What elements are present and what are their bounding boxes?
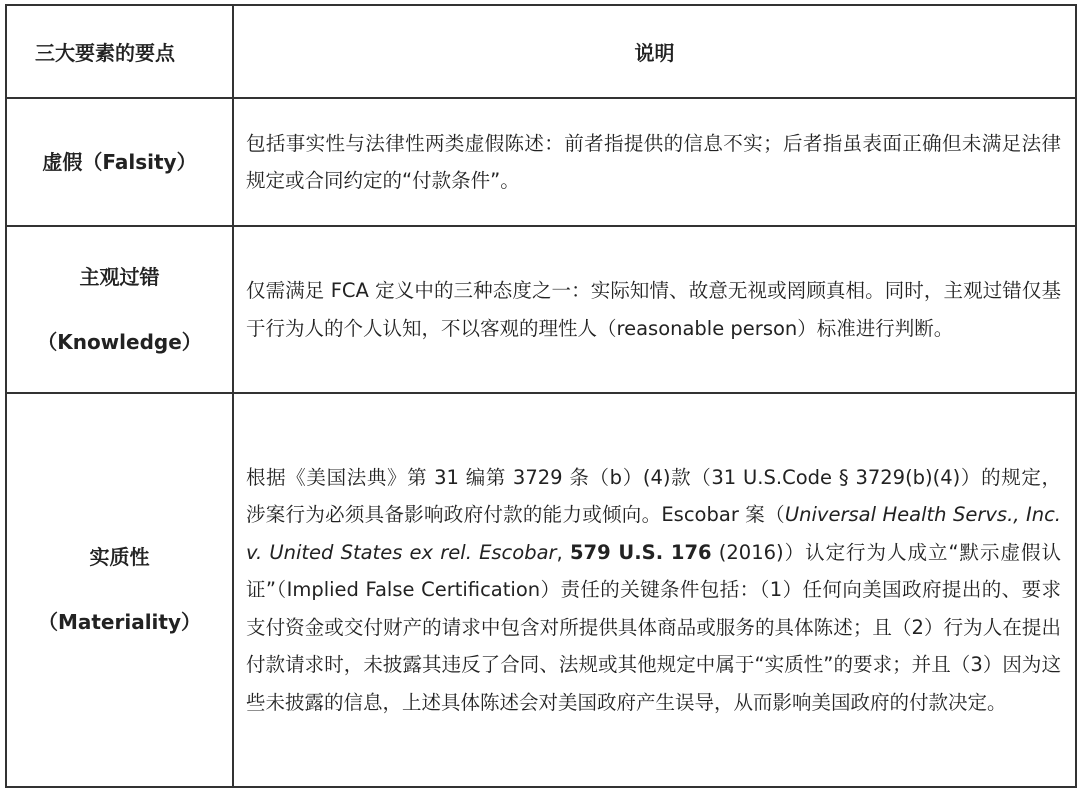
description-knowledge	[233, 226, 1076, 393]
escobar-case-name: Universal Health Servs., Inc. v. United States ex rel. Escobar	[246, 503, 1061, 564]
element-knowledge-label-en: （Knowledge）	[37, 329, 202, 354]
escobar-citation: 579 U.S. 176	[569, 540, 712, 564]
element-knowledge	[6, 226, 233, 393]
table-row-falsity	[6, 98, 1076, 226]
header-element: 三大要素的要点	[6, 5, 233, 98]
element-falsity-label: 虚假（Falsity）	[42, 150, 197, 174]
table-header-row	[6, 5, 1076, 98]
description-falsity-text: 包括事实性与法律性两类虚假陈述：前者指提供的信息不实；后者指虽表面正确但未满足法律规定或合同约定的“付款条件”。	[246, 131, 1061, 192]
table-row-materiality	[6, 393, 1076, 787]
materiality-text-part2: (2016)）认定行为人成立“默示虚假认证”（Implied False Certification）责任的关键条件包括：（1）任何向美国政府提出的、要求支付资金或交付财产的请求中包含对所提供具体商品或服务的具体陈述；且（2）行为人在提出付款请求时，未披露其违反了合同、法规或其他规定中属于“实质性”的要求；并且（3）因为这些未披露的信息，上述具体陈述会对美国政府产生误导，从而影响美国政府的付款决定。	[246, 540, 1061, 714]
citation-separator: ,	[556, 540, 570, 564]
fca-elements-table	[5, 4, 1077, 788]
materiality-text-part1: 根据《美国法典》第 31 编第 3729 条（b）(4)款（31 U.S.Code § 3729(b)(4)）的规定，涉案行为必须具备影响政府付款的能力或倾向。Escobar 案（	[246, 465, 1061, 527]
description-knowledge-text: 仅需满足 FCA 定义中的三种态度之一：实际知情、故意无视或罔顾真相。同时，主观过错仅基于行为人的个人认知，不以客观的理性人（reasonable person）标准进行判断。	[246, 279, 1061, 340]
header-description: 说明	[233, 5, 1076, 98]
description-materiality-text	[246, 459, 1061, 722]
element-materiality-label-en: （Materiality）	[37, 610, 202, 634]
description-falsity	[233, 98, 1076, 226]
element-knowledge-label: 主观过错	[79, 264, 160, 289]
table-row-knowledge	[6, 226, 1076, 393]
element-materiality	[6, 393, 233, 787]
element-materiality-label: 实质性	[89, 545, 150, 569]
element-falsity	[6, 98, 233, 226]
description-materiality	[233, 393, 1076, 787]
